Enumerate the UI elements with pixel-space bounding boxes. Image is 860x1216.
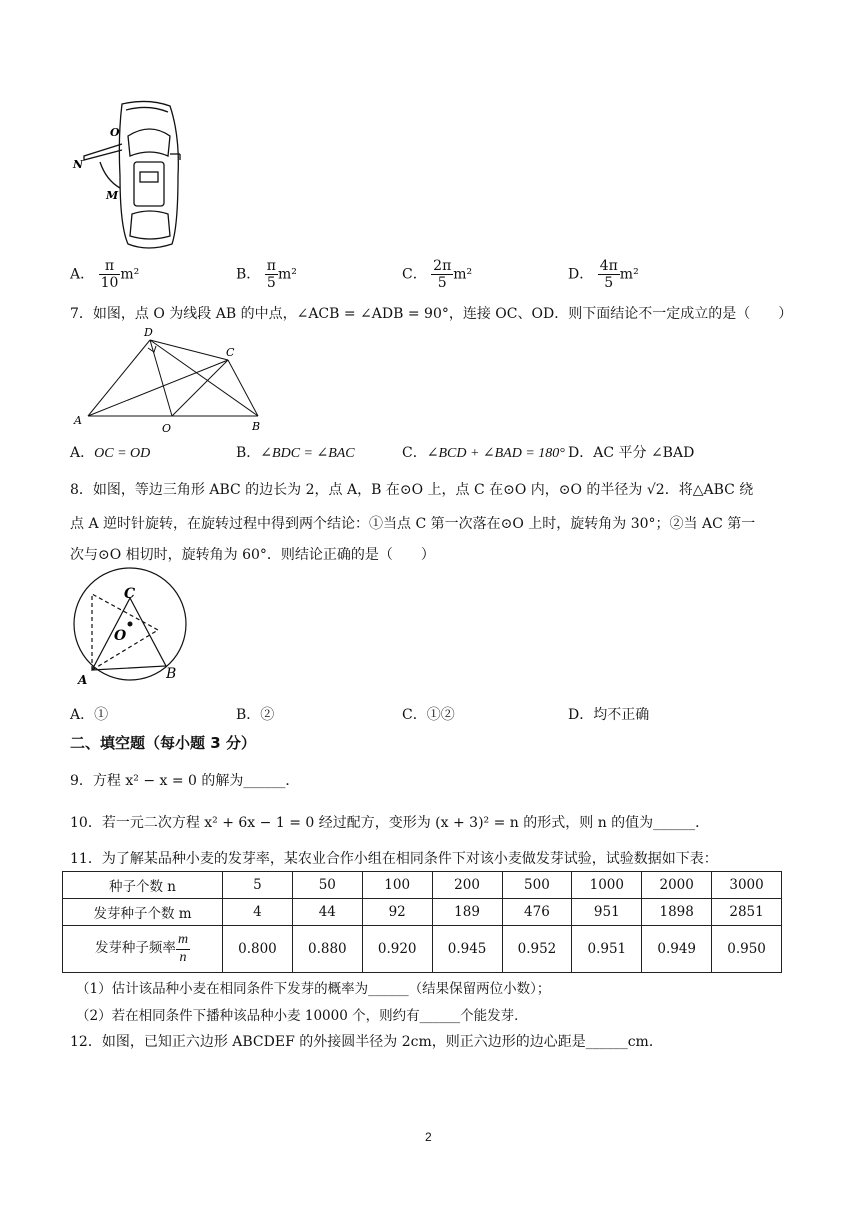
- q6-option-a-fraction: $\frac{\pi}{10}$: [100, 258, 119, 292]
- q7-label-C: C: [226, 346, 235, 359]
- frequency-fraction: $\frac{m}{n}$: [177, 932, 189, 965]
- q7-option-a: A．OC = OD: [70, 445, 151, 461]
- row-label: 发芽种子个数 m: [63, 899, 223, 926]
- q8-stem-line1: 8．如图，等边三角形 ABC 的边长为 2，点 A，B 在⊙O 上，点 C 在⊙O 内，⊙O 的半径为 √2．将△ABC 绕: [70, 482, 754, 498]
- q6-option-b-fraction: $\frac{\pi}{5}$: [266, 258, 276, 292]
- table-cell: 5: [223, 872, 293, 899]
- q7-geometry-figure: [66, 324, 276, 436]
- q8-stem-line2: 点 A 逆时针旋转，在旋转过程中得到两个结论：①当点 C 第一次落在⊙O 上时，旋转角为 30°；②当 AC 第一: [70, 516, 756, 532]
- q11-sub1: （1）估计该品种小麦在相同条件下发芽的概率为______（结果保留两位小数）；: [76, 981, 551, 997]
- table-cell: 1000: [572, 872, 642, 899]
- q8-circle-figure: [68, 566, 198, 686]
- q8-label-B: B: [166, 666, 177, 682]
- table-cell: 2000: [642, 872, 712, 899]
- table-row-n: [63, 872, 782, 899]
- q7-option-b: B．∠BDC = ∠BAC: [236, 445, 355, 461]
- q8-stem-line3: 次与⊙O 相切时，旋转角为 60°．则结论正确的是（ ）: [70, 547, 435, 563]
- q11-sub2: （2）若在相同条件下播种该品种小麦 10000 个，则约有______个能发芽．: [76, 1008, 528, 1024]
- row-label: 发芽种子频率 $\frac{m}{n}$: [63, 926, 223, 973]
- q11-data-table: [62, 871, 782, 973]
- q7-label-B: B: [252, 420, 261, 433]
- q6-label-M: M: [106, 189, 119, 202]
- table-cell: 500: [502, 872, 572, 899]
- q8-option-a: A．①: [70, 707, 109, 723]
- q6-label-O: O: [110, 126, 120, 139]
- table-cell: 0.800: [223, 926, 293, 973]
- q6-option-c-fraction: $\frac{2\pi}{5}$: [433, 258, 452, 292]
- q9-text: 9．方程 x² − x = 0 的解为______．: [70, 773, 300, 789]
- q7-stem: 7．如图，点 O 为线段 AB 的中点，∠ACB = ∠ADB = 90°，连接 OC、OD．则下面结论不一定成立的是（ ）: [70, 306, 793, 322]
- q6-option-b: B． $\frac{\pi}{5}$ m²: [236, 258, 297, 292]
- table-cell: 0.951: [572, 926, 642, 973]
- q8-label-C: C: [124, 586, 136, 602]
- q6-option-a: A． $\frac{\pi}{10}$ m²: [70, 258, 140, 292]
- table-cell: 2851: [712, 899, 782, 926]
- table-cell: 1898: [642, 899, 712, 926]
- q8-option-d: D．均不正确: [568, 707, 650, 723]
- table-cell: 189: [432, 899, 502, 926]
- q7-label-D: D: [144, 326, 153, 339]
- table-cell: 0.950: [712, 926, 782, 973]
- q11-stem: 11．为了解某品种小麦的发芽率，某农业合作小组在相同条件下对该小麦做发芽试验，试验数据如下表：: [70, 851, 718, 867]
- table-cell: 200: [432, 872, 502, 899]
- table-cell: 92: [362, 899, 432, 926]
- table-cell: 0.880: [292, 926, 362, 973]
- table-cell: 476: [502, 899, 572, 926]
- table-cell: 100: [362, 872, 432, 899]
- table-row-m: [63, 899, 782, 926]
- table-cell: 0.952: [502, 926, 572, 973]
- table-cell: 4: [223, 899, 293, 926]
- page-number: 2: [425, 1130, 432, 1144]
- table-row-frequency: [63, 926, 782, 973]
- table-cell: 0.945: [432, 926, 502, 973]
- table-cell: 0.949: [642, 926, 712, 973]
- section-title-fill-in: 二、填空题（每小题 3 分）: [70, 734, 256, 752]
- q6-option-c: C． $\frac{2\pi}{5}$ m²: [402, 258, 473, 292]
- q7-option-d: D．AC 平分 ∠BAD: [568, 445, 695, 461]
- q7-label-O: O: [162, 422, 172, 435]
- q8-option-b: B．②: [236, 707, 275, 723]
- q7-label-A: A: [74, 414, 82, 427]
- q8-label-A: A: [78, 673, 88, 686]
- table-cell: 3000: [712, 872, 782, 899]
- table-cell: 44: [292, 899, 362, 926]
- table-cell: 0.920: [362, 926, 432, 973]
- q8-option-c: C．①②: [402, 707, 455, 723]
- q6-car-figure: [70, 96, 190, 256]
- q6-option-d-fraction: $\frac{4\pi}{5}$: [599, 258, 618, 292]
- q8-label-O: O: [114, 628, 127, 644]
- q6-label-N: N: [73, 158, 84, 171]
- table-cell: 50: [292, 872, 362, 899]
- table-cell: 951: [572, 899, 642, 926]
- q7-option-c: C．∠BCD + ∠BAD = 180°: [402, 445, 565, 461]
- q12-text: 12．如图，已知正六边形 ABCDEF 的外接圆半径为 2cm，则正六边形的边心距是______cm．: [70, 1034, 663, 1050]
- q6-option-d: D． $\frac{4\pi}{5}$ m²: [568, 258, 639, 292]
- row-label: 种子个数 n: [63, 872, 223, 899]
- q10-text: 10．若一元二次方程 x² + 6x − 1 = 0 经过配方，变形为 (x + 3)² = n 的形式，则 n 的值为______．: [70, 815, 710, 831]
